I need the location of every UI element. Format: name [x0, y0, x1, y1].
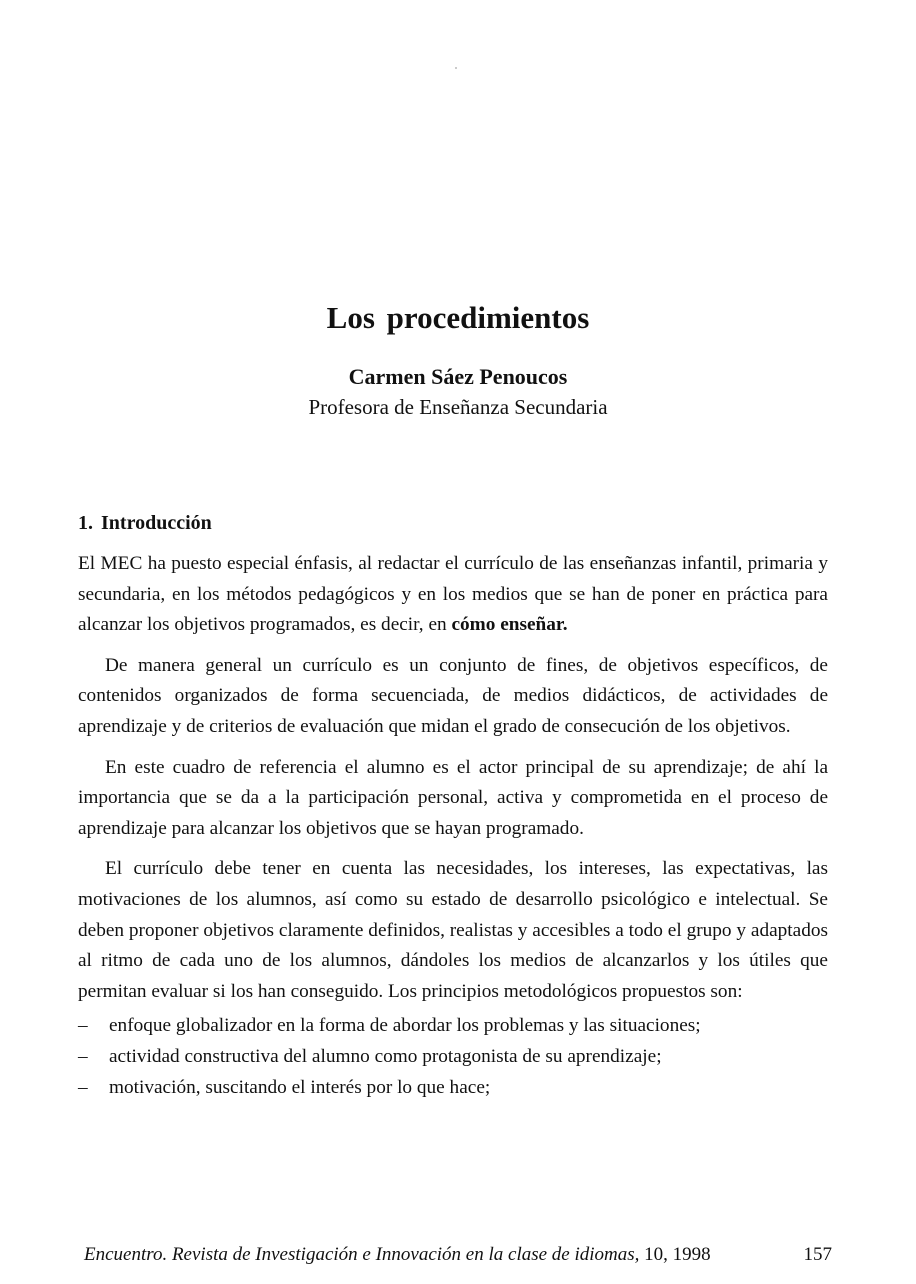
article-body: [78, 549, 828, 1103]
list-item: [78, 1073, 828, 1104]
section-heading: [78, 508, 212, 538]
section-number: 1.: [78, 512, 93, 534]
section-title: Introducción: [101, 512, 212, 534]
page-number: 157: [803, 1244, 832, 1265]
author-affiliation: Profesora de Enseñanza Secundaria: [308, 395, 608, 419]
list-item-text: enfoque globalizador en la forma de abordar los problemas y las situaciones;: [109, 1015, 701, 1037]
page-footer: [84, 1241, 832, 1269]
list-item: [78, 1011, 828, 1042]
paragraph-4: El currículo debe tener en cuenta las necesidades, los intereses, las expectativas, las motivaciones de los alumnos, así como su estado de desarrollo psicológico e intelectual. Se deben proponer objetivos claramente definidos, realistas y accesibles a todo el grupo y adaptados al ritmo de cada uno de los alumnos, dándoles los medios de alcanzarlos y los útiles que permitan evaluar si los han conseguido. Los principios metodológicos propuestos son:: [78, 858, 828, 1002]
article-author: Carmen Sáez Penoucos: [348, 364, 568, 389]
list-item-text: actividad constructiva del alumno como protagonista de su aprendizaje;: [109, 1045, 662, 1067]
volume-year: 10, 1998: [639, 1244, 711, 1265]
paragraph-1-emphasis: cómo enseñar.: [451, 614, 568, 636]
list-item-text: motivación, suscitando el interés por lo que hace;: [109, 1076, 491, 1098]
paragraph-1: [78, 549, 828, 641]
paragraph-2: De manera general un currículo es un conjunto de fines, de objetivos específicos, de contenidos organizados de forma secuenciada, de medios didácticos, de actividades de aprendizaje y de criterios de evaluación que midan el grado de consecución de los objetivos.: [78, 654, 828, 737]
list-marker: –: [78, 1045, 88, 1067]
principles-list: [78, 1011, 828, 1103]
scan-speck: [455, 67, 457, 69]
paragraph-3: En este cuadro de referencia el alumno es el actor principal de su aprendizaje; de ahí la importancia que se da a la participación personal, activa y comprometida en el proceso de aprendizaje para alcanzar los objetivos que se hayan programado.: [78, 756, 828, 839]
list-marker: –: [78, 1076, 88, 1098]
list-item: [78, 1042, 828, 1073]
journal-citation: Encuentro. Revista de Investigación e Innovación en la clase de idiomas,: [84, 1244, 640, 1265]
paragraph-1-text: El MEC ha puesto especial énfasis, al redactar el currículo de las enseñanzas infantil, primaria y secundaria, en los métodos pedagógicos y en los medios que se han de poner en práctica para alcanzar los objetivos programados, es decir, en: [78, 553, 828, 636]
article-title: Los procedimientos: [326, 300, 590, 335]
list-marker: –: [78, 1015, 88, 1037]
